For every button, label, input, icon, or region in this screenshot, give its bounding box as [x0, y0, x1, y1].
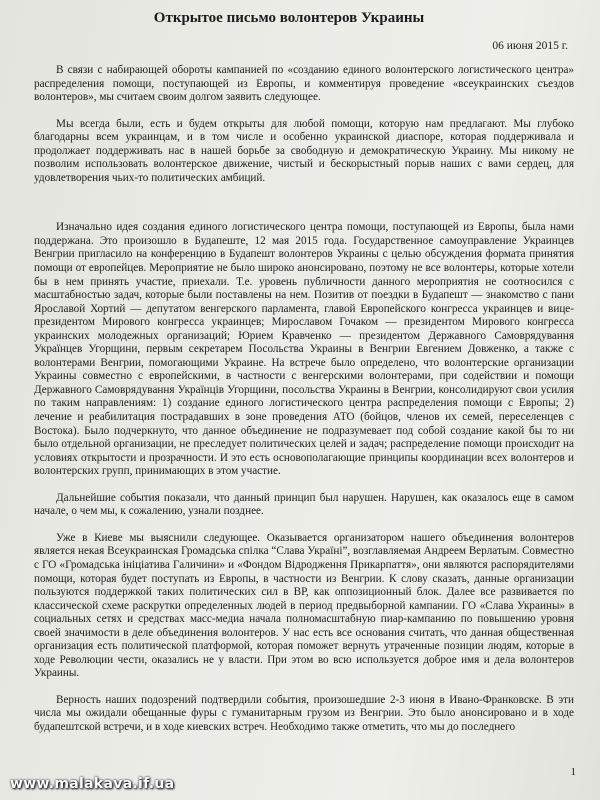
watermark-text: www.malakava.if.ua	[10, 776, 175, 792]
paragraph: Дальнейшие события показали, что данный принцип был нарушен. Нарушен, как оказалось еще в самом начале, о чем мы, к сожалению, узнали позднее.	[34, 491, 574, 518]
paragraph: Уже в Киеве мы выяснили следующее. Оказывается организатором нашего объединения волонтеров является некая Всеукраинская Громадська спілка “Слава Україні”, возглавляемая Андреем Верлатым. Совместно с ГО «Громадська ініціатива Галичини» и «Фондом Відродження Прикарпаття», они являются распорядителями помощи, которая будет поступать из Европы, в частности из Венгрии. К слову сказать, данные организации пользуются поддержкой таких политических сил в ВР, как оппозиционный блок. Далее все развивается по классической схеме раскрутки определенных людей в период предвыборной кампании. ГО «Слава Украины» в социальных сетях и средствах масс-медиа начала полномасштабную пиар-кампанию по повышению уровня своей значимости в деле объединения волонтеров. У нас есть все основания считать, что данная общественная организация есть политической платформой, которая поможет вернуть утраченные позиции людям, которые в ходе Революции чести, оказались не у власти. При этом во всю используется доброе имя и дела волонтеров Украины.	[34, 531, 574, 680]
paragraph: Мы всегда были, есть и будем открыты для любой помощи, которую нам предлагают. Мы глубоко благодарны всем украинцам, и в том числе и особенно украинской диаспоре, которая поддерживала и продолжает поддерживать нас в нашей борьбе за свободную и демократическую Украину. Мы никому не позволим использовать волонтерское движение, чистый и бескорыстный порыв наших с вами сердец, для удовлетворения чьих-то политических амбиций.	[34, 117, 574, 184]
paragraph: В связи с набирающей обороты кампанией по «созданию единого волонтерского логистического центра» распределения помощи, поступающей из Европы, и комментируя проведение «всеукраинских съездов волонтеров», мы считаем своим долгом заявить следующее.	[34, 64, 574, 104]
paragraph: Изначально идея создания единого логистического центра помощи, поступающей из Европы, была нами поддержана. Это произошло в Будапеште, 12 мая 2015 года. Государственное самоуправление Украинцев Венгрии пригласило на конференцию в Будапешт волонтеров Украины с целью обсуждения формата принятия помощи от европейцев. Мероприятие не было широко анонсировано, поэтому не все волонтеры, которые хотели бы в нем принять участие, приехали. Т.е. уровень публичности данного мероприятия не соотносился с масштабностью задач, которые были поставлены на нем. Позитив от поездки в Будапешт — знакомство с пани Ярославой Хортий — депутатом венгерского парламента, главой Европейского конгресса украинцев и вице-президентом Мирового конгресса украинцев; Мирославом Гочаком — президентом Мирового конгресса украинских молодежных организаций; Юрием Кравченко — президентом Державного Самоврядування Украïнцев Угорщини, первым секретарем Посольства Украины в Венгрии Евгением Довженко, а также с волонтерами Венгрии, помогающими Украине. На встрече было определено, что волонтерские организации Украины совместно с европейскими, в частности с венгерскими волонтерами, при содействии и помощи Державного Самоврядування Украïнців Угорщини, посольства Украины в Венгрии, консолидируют свои усилия по таким направлениям: 1) создание единого логистического центра распределения помощи с Европы; 2) лечение и реабилитация пострадавших в зоне проведения АТО (бойцов, членов их семей, переселенцев с Востока). Было подчеркнуто, что данное объединение не подразумевает под собой создание какой бы то ни было отдельной организации, не преследует политических целей и задач; распределение помощи происходит на условиях открытости и прозрачности. И это есть основополагающие принципы координации всех волонтеров и волонтерских групп, принимающих в этом участие.	[34, 221, 574, 478]
paragraph: Верность наших подозрений подтвердили события, произошедшие 2-3 июня в Ивано-Франковске. В эти числа мы ожидали обещанные фуры с гуманитарным грузом из Венгрии. Это было анонсировано и в ходе будапештской встречи, и в ходе киевских встреч. Необходимо также отметить, что мы до последнего	[34, 693, 574, 733]
document-date: 06 июня 2015 г.	[492, 40, 568, 52]
page-number: 1	[570, 766, 576, 778]
document-title: Открытое письмо волонтеров Украины	[153, 10, 425, 26]
